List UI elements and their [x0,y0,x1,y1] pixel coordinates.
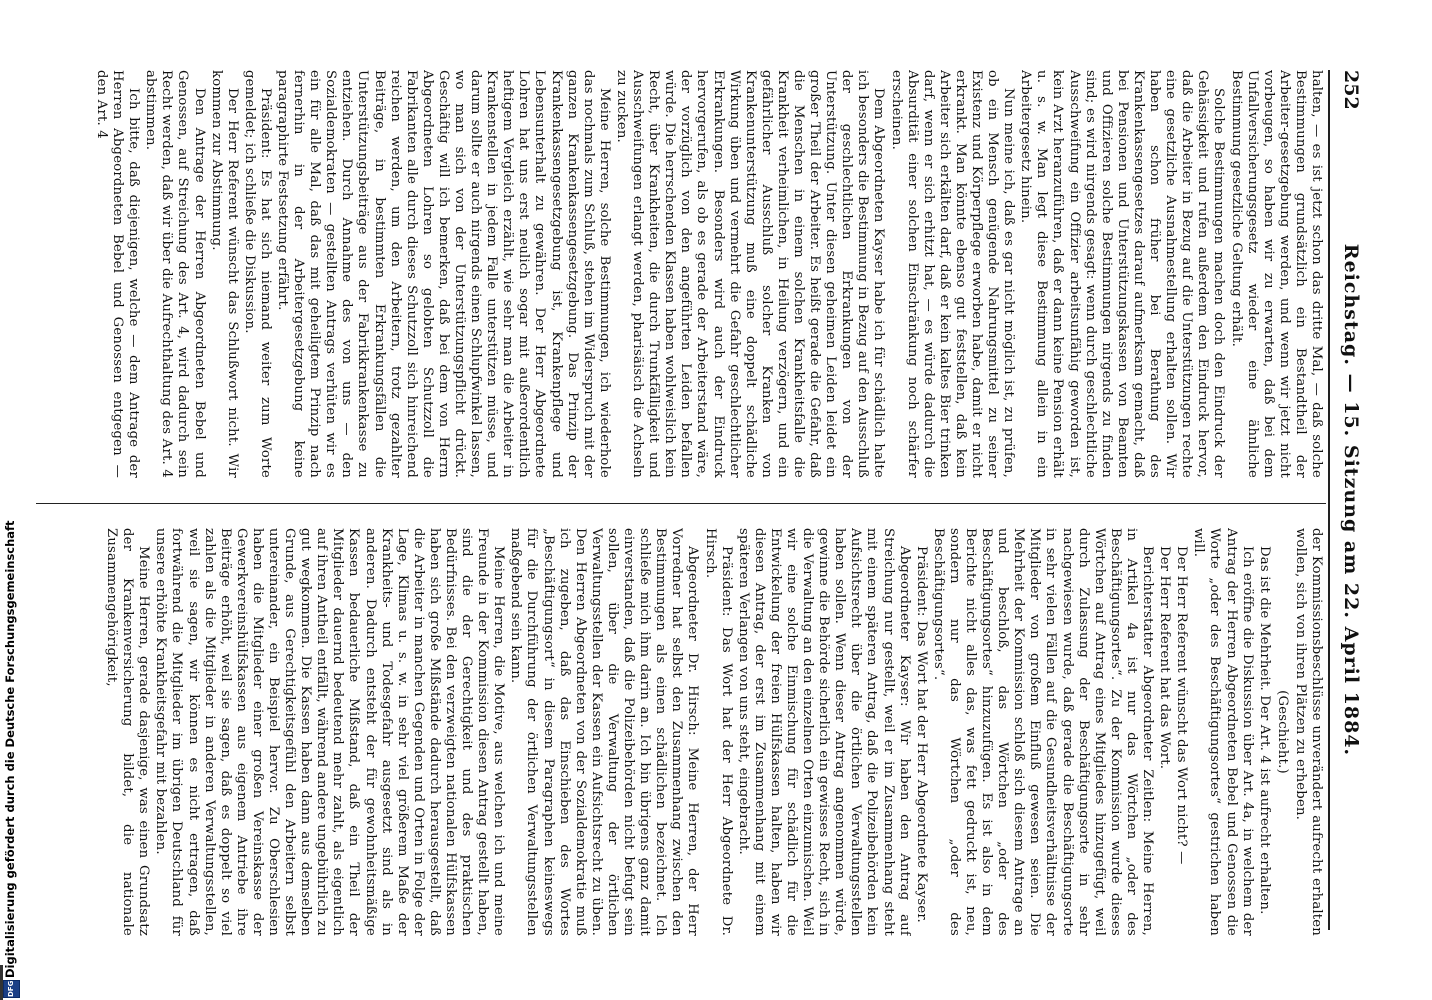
paragraph: Meine Herren, gerade dasjenige, was einen Grundsatz der Krankenversicherung bildet, die nationale Zusammengehörigkeit, [104,528,152,936]
paragraph: Präsident: Das Wort hat der Herr Abgeordnete Dr. Hirsch. [702,528,734,936]
right-column [24,528,1324,936]
paragraph: der Kommissionsbeschlüsse unverändert aufrecht erhalten wollen, sich von ihren Plätzen zu erheben. [1292,528,1324,936]
footer-text: Digitalisierung gefördert durch die Deutsche Forschungsgemeinschaft [3,520,17,978]
paragraph: Präsident: Das Wort hat der Herr Abgeordnete Kayser. [913,546,929,923]
page-header [1332,70,1362,930]
paragraph: Abgeordneter Dr. Hirsch: Meine Herren, der Herr Vorredner hat selbst den Zusammenhang zwischen den Bestimmungen als einen schädlichen bezeichnet. Ich schließe mich ihm darin an. Ich bin übrigens ganz damit einverstanden, daß die Polizeibehörden nicht befugt sein sollen, über die Verwaltung der örtlichen Verwaltungsstellen der Kassen ein Aufsichtsrecht zu üben. Den Herren Abgeordneten von der Sozialdemokratie muß ich zugeben, daß das Einschieben des Wortes „Beschäftigungsort“ in diesem Paragraphen keineswegs für die Durchführung der örtlichen Verwaltungsstellen maßgebend sein kann. [508,528,701,936]
paragraph: Den Antrage der Herren Abgeordneten Bebel und Genossen, auf Streichung des Art. 4, wird dadurch sein Recht werden, daß wir über die Aufrechthaltung des Art. 4 abstimmen. [143,70,207,478]
paragraph: Berichterstatter Abgeordneter Zeitlen: Meine Herren, in Artikel 4a ist nur das Wörtchen „oder des Beschäftigungsortes“. Zu der Kommission wurde dieses Wörtchen auf Antrag eines Mitgliedes hinzugefügt, weil durch Zulassung der Beschäftigungsorte in sehr nachgewiesen wurde, daß gerade die Beschäftigungsorte in sehr vielen Fällen auf die Gesundheitsverhältnisse der Mitglieder von großem Einfluß gewesen seien. Die Mehrheit der Kommission schloß sich diesem Antrage an und beschloß, das Wörtchen „oder des Beschäftigungsortes“ hinzuzufügen. Es ist also in dem Berichte nicht alles das, was fett gedruckt ist, neu, sondern nur das Wörtchen „oder des Beschäftigungsortes“. [930,528,1156,936]
paragraph: Nun meine ich, daß es gar nicht möglich ist, zu prüfen, ob ein Mensch genügende Nahrungsmittel zu seiner Existenz und Körperpflege erworben habe, damit er nicht erkrankt. Man könnte ebenso gut feststellen, daß kein Arbeiter sich erkälten darf, daß er kein kaltes Bier trinken darf, wenn er sich erhitzt hat, — es würde dadurch die Absurdität einer solchen Einschränkung noch schärfer erscheinen. [888,70,1017,478]
paragraph: Meine Herren, solche Bestimmungen, ich wiederhole das nochmals zum Schluß, stehen im Widerspruch mit der ganzen Krankenkassengesetzgebung. Das Prinzip der Krankenkassengesetzgebung ist, Krankenpflege und Lebensunterhalt zu gewähren. Der Herr Abgeordnete Lohren hat uns erst neulich sogar mit außerordentlich heftigem Vergleich erzählt, wie sehr man die Arbeiter in Krankenstellen in jedem Falle unterstützen müsse, und darum sollte er auch nirgends einen Schlupfwinkel lassen, wo man sich von der Unterstützungspflicht drückt. Geschäftig will ich bemerken, daß bei dem von Herrn Abgeordneten Lohren so gelobten Schutzzoll die Fabrikanten alle durch dieses Schutzzoll sich hinreichend reichen werden, um den Arbeitern, trotz gezahlter Beiträge, in bestimmten Erkrankungsfällen die Unterstützungsbeiträge aus der Fabrikkrankenkasse zu entziehen. Durch Annahme des von uns — den Sozialdemokraten — gestellten Antrags verhüten wir es ein für alle Mal, daß das mit geheiligtem Prinzip nach fernerhin in der Arbeitergesetzgebung keine paragraphirte Festsetzung erfährt. [275,70,612,478]
column-divider [36,503,1326,504]
digitization-footer [0,0,22,1000]
paragraph: Abgeordneter Kayser: Wir haben den Antrag auf Streichung nur gestellt, weil er im Zusammenhang steht mit einem späteren Antrag, daß die Polizeibehörden kein Aufsichtsrecht über die örtlichen Verwaltungsstellen haben sollen. Wenn dieser Antrag angenommen würde, gewinne die Behörde sicherlich ein gewisses Recht, sich in die Verwaltung an den einzelnen Orten einzumischen. Weil wir eine solche Einmischung für schädlich für die Entwickelung der freien Hülfskassen halten, haben wir diesen Antrag, der erst im Zusammenhang mit einem späteren Verlangen von uns steht, eingebracht. [735,528,912,936]
paragraph: Das ist die Mehrheit. Der Art. 4 ist aufrecht erhalten. [1256,546,1272,915]
paragraph: Der Herr Referent hat das Wort. [1157,546,1173,770]
paragraph: Der Herr Referent wünscht das Wort nicht? — [1174,546,1190,865]
paragraph: halten, — es ist jetzt schon das dritte Mal, — daß solche Bestimmungen grundsätzlich ein Bestandtheil der Arbeiter-gesetzgebung werden, und wenn wir jetzt nicht vorbeugen, so haben wir zu erwarten, daß bei dem Unfallversicherungsgesetz wieder eine ähnliche Bestimmung gesetzliche Geltung erhält. [1228,70,1324,478]
paragraph: Ich eröffne die Diskussion über Art. 4a, in welchem der Antrag der Herren Abgeordneten Bebel und Genossen die Worte „oder des Beschäftigungsortes“ gestrichen haben will. [1191,528,1255,936]
left-column [24,70,1324,478]
edge-mark [0,965,3,1000]
paragraph: Präsident: Es hat sich niemand weiter zum Worte gemeldet; ich schließe die Diskussion. [241,70,273,478]
paragraph: Meine Herren, die Motive, aus welchen ich und meine Freunde in der Kommission diesen Antrag gestellt haben, sind die der Gerechtigkeit und des praktischen Bedürfnisses. Bei den verzweigten nationalen Hülfskassen haben sich große Mißstände dadurch herausgestellt, daß die Arbeiter in manchen Gegenden und Orten in Folge der Lage, Klimas u. s. w. in sehr viel größerem Maße der Krankheits- und Todesgefahr ausgesetzt sind als in anderen. Dadurch entsteht der für gewohnheitsmäßige Kassen bedauerliche Mißstand, daß ein Theil der Mitglieder dauernd bedeutend mehr zahlt, als eigentlich auf ihren Antheil entfällt, während andere ungebührlich zu gut wegkommen. Die Kassen haben dann aus demselben Grunde, aus Gerechtigkeitsgefühl den Arbeitern selbst untereinander, ein Beispiel hervor. Zu Oberschlesien haben die Mitglieder einer großen Vereinskasse der Gewerkvereinshülfskassen aus eigenem Antriebe ihre Beiträge erhöht, weil sie sagen, daß es doppelt so viel zahlen als die Mitglieder in anderen Verwaltungsstellen, weil sie sagen, wir können es nicht ertragen, daß fortwährend die Mitglieder im übrigen Deutschland für unsere erhöhte Krankheitsgefahr mit bezahlen. [153,528,507,936]
paragraph: Solche Bestimmungen machen doch den Eindruck der Gehässigkeit und rufen außerdem den Eindruck hervor, daß die Arbeiter in Bezug auf die Unterstützungen rechte eine gesetzliche Ausnahmestellung erhalten sollen. Wir haben schon früher bei Berathung des Krankenkassengesetzes darauf aufmerksam gemacht, daß bei Pensionen und Unterstützungskassen von Beamten und Offizieren solche Bestimmungen nirgends zu finden sind; es wird nirgends gesagt: wenn durch geschlechtliche Ausschweifung ein Offizier arbeitsunfähig geworden ist, kein Arzt heranzuführen, daß er dann keine Pension erhält u. s. w. Man legt diese Bestimmung allein in ein Arbeitergesetz hinein. [1018,70,1227,478]
page-title: Reichstag. — 15. Sitzung am 22. April 1884. [1340,243,1362,757]
header-rule [1328,70,1330,930]
dfg-logo-icon: DFG [3,980,20,998]
page-number: 252 [1340,70,1362,110]
stage-direction: (Geschieht.) [1274,690,1290,774]
paragraph: Ich bitte, daß diejenigen, welche — dem Antrage der Herren Abgeordneten Bebel und Genossen entgegen — den Art. 4 [93,70,142,478]
paragraph: Der Herr Referent wünscht das Schlußwort nicht. Wir kommen zur Abstimmung. [208,70,240,478]
paragraph: Dem Abgeordneten Kayser habe ich für schädlich halte ich besonders die Bestimmung in Bezug auf den Ausschluß der geschlechtlichen Erkrankungen von der Unterstützung. Unter diesen geheimen Leiden leidet ein großer Theil der Arbeiter. Es heißt gerade die Gefahr, daß die Menschen in einem solchen Krankheitsfalle die Krankheit verheimlichen, in Heilung verzögern, und ein gefährlicher Ausschluß solcher Kranken von Krankenunterstützung muß eine doppelt schädliche Wirkung üben und vermehrt die Gefahr geschlechtlicher Erkrankungen. Besonders wird auch der Eindruck hervorgerufen, als ob es gerade der Arbeiterstand wäre, der vorzüglich von den angeführten Leiden befallen würde. Die herrschenden Klassen haben wohlweislich kein Recht, über Krankheiten, die durch Trunkfälligkeit und Ausschweifungen erlangt werden, pharisäisch die Achseln zu zucken. [613,70,887,478]
